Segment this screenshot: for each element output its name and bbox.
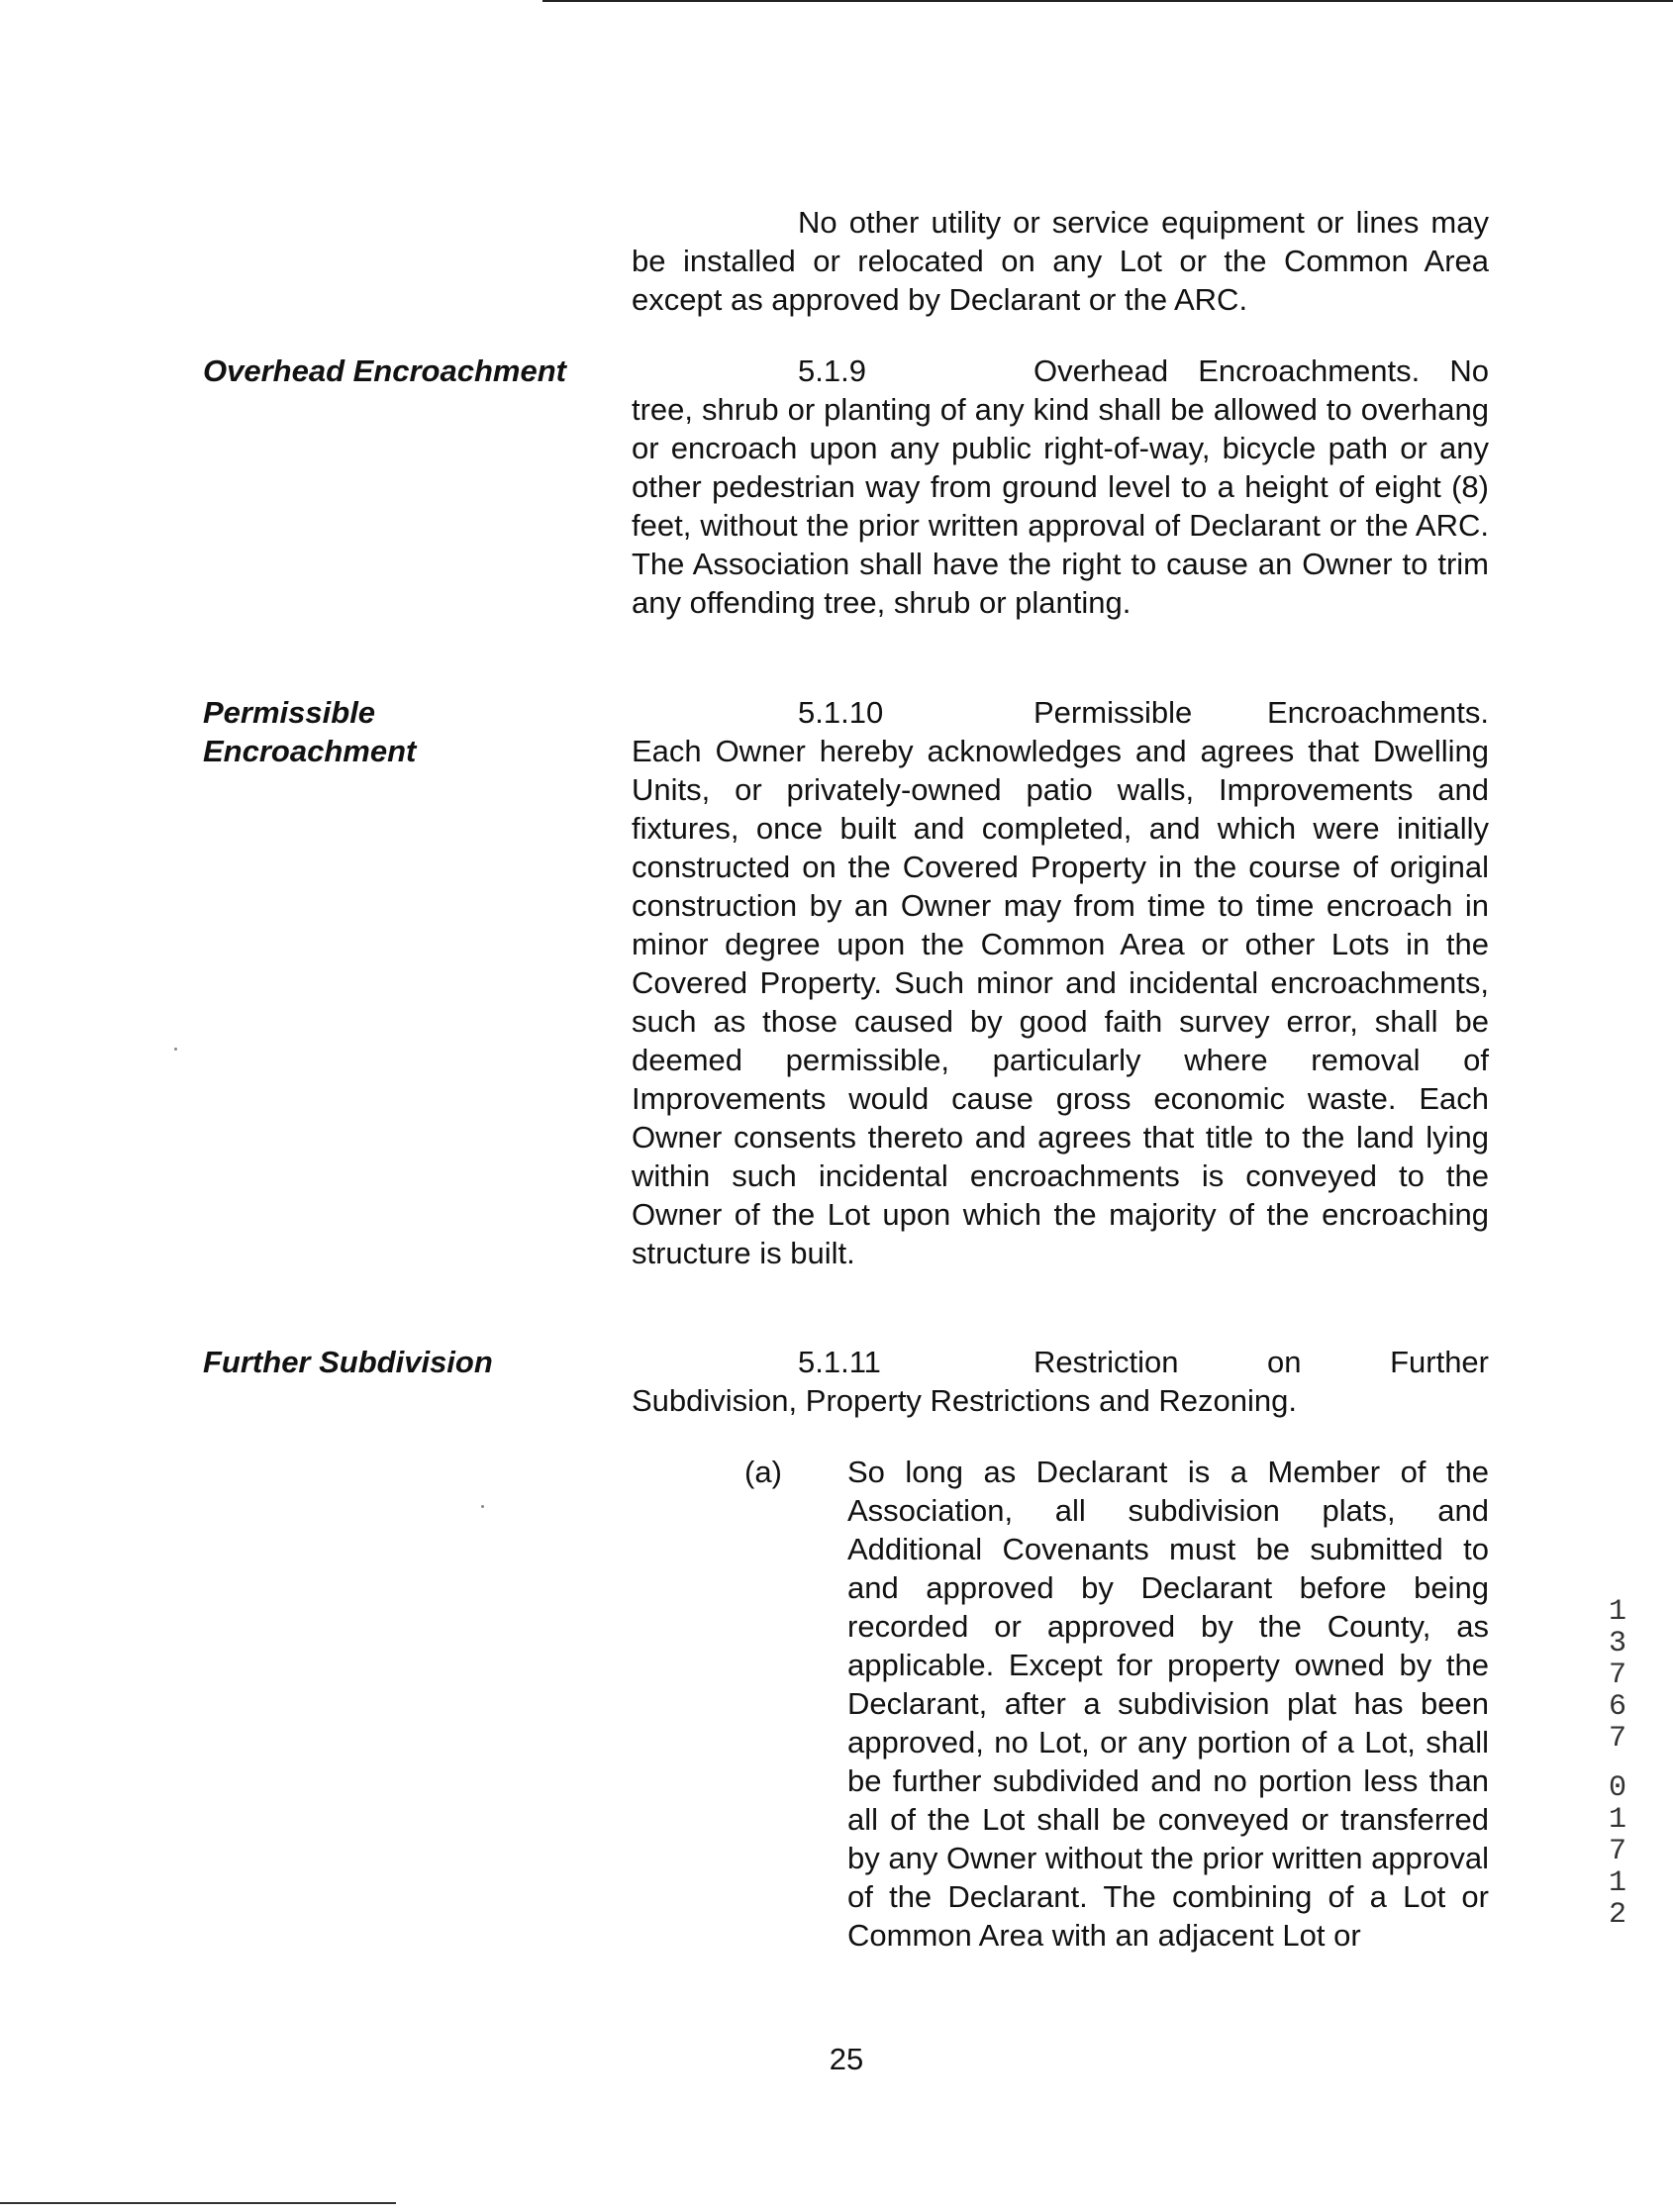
stamp-digit: 3 [1608, 1627, 1626, 1660]
section-title: Restriction on Further [1033, 1345, 1489, 1379]
margin-heading-overhead: Overhead Encroachment [203, 353, 566, 388]
stamp-digit: 0 [1608, 1771, 1626, 1805]
stamp-digit: 6 [1608, 1690, 1626, 1724]
scan-edge-top [542, 0, 1673, 2]
stamp-digit: 2 [1608, 1898, 1626, 1932]
section-text: Permissible Encroachments. Each Owner hereby acknowledges and agrees that Dwelling Units, or privately-owned patio walls, Improvements and fixtures, once built and completed, and which were initially constructed on the Covered Property in the course of original construction by an Owner may from time to time encroach in minor degree upon the Common Area or other Lots in the Covered Property. Such minor and incidental encroachments, such as those caused by good faith survey error, shall be deemed permissible, particularly where removal of Improvements would cause gross economic waste. Each Owner consents thereto and agrees that title to the land lying within such incidental encroachments is conveyed to the Owner of the Lot upon which the majority of the encroaching structure is built. [632, 695, 1489, 1270]
section-5-1-11 [632, 1343, 1489, 1420]
stamp-digit: 7 [1608, 1659, 1626, 1692]
section-5-1-9 [632, 352, 1489, 622]
margin-heading-line: Encroachment [203, 734, 417, 768]
section-title-continued: Subdivision, Property Restrictions and Rezoning. [632, 1383, 1298, 1418]
margin-heading-further: Further Subdivision [203, 1345, 493, 1379]
stamp-digit: 1 [1608, 1803, 1626, 1837]
stamp-digit: 7 [1608, 1835, 1626, 1868]
page-number: 25 [829, 2042, 864, 2076]
margin-heading-line: Permissible [203, 695, 376, 730]
scan-edge-bottom [0, 2202, 396, 2204]
section-number: 5.1.10 [798, 695, 884, 730]
stamp-gap [1604, 1755, 1631, 1772]
margin-heading-permissible [203, 693, 416, 770]
recording-stamp [1604, 1596, 1631, 1931]
scan-speck [481, 1505, 484, 1508]
section-number: 5.1.11 [798, 1345, 881, 1379]
subitem-label: (a) [744, 1455, 782, 1489]
section-5-1-10 [632, 693, 1489, 1272]
scan-speck [174, 1048, 177, 1051]
section-heading-line [632, 1343, 1489, 1381]
section-number: 5.1.9 [798, 353, 866, 388]
stamp-digit: 1 [1608, 1866, 1626, 1900]
section-text: Overhead Encroachments. No tree, shrub or planting of any kind shall be allowed to overhang or encroach upon any public right-of-way, bicycle path or any other pedestrian way from ground level to a height of eight (8) feet, without the prior written approval of Declarant or the ARC. The Association shall have the right to cause an Owner to trim any offending tree, shrub or planting. [632, 353, 1489, 620]
subitem-text: So long as Declarant is a Member of the Association, all subdivision plats, and Additional Covenants must be submitted to and approved by Declarant before being recorded or approved by the County, as applicable. Except for property owned by the Declarant, after a subdivision plat has been approved, no Lot, or any portion of a Lot, shall be further subdivided and no portion less than all of the Lot shall be conveyed or transferred by any Owner without the prior written approval of the Declarant. The combining of a Lot or Common Area with an adjacent Lot or [847, 1455, 1489, 1953]
intro-paragraph: No other utility or service equipment or lines may be installed or relocated on any Lot or the Common Area except as approved by Declarant or the ARC. [632, 205, 1489, 317]
subitem-a [744, 1453, 1489, 1955]
stamp-digit: 1 [1608, 1595, 1626, 1629]
stamp-digit: 7 [1608, 1722, 1626, 1756]
